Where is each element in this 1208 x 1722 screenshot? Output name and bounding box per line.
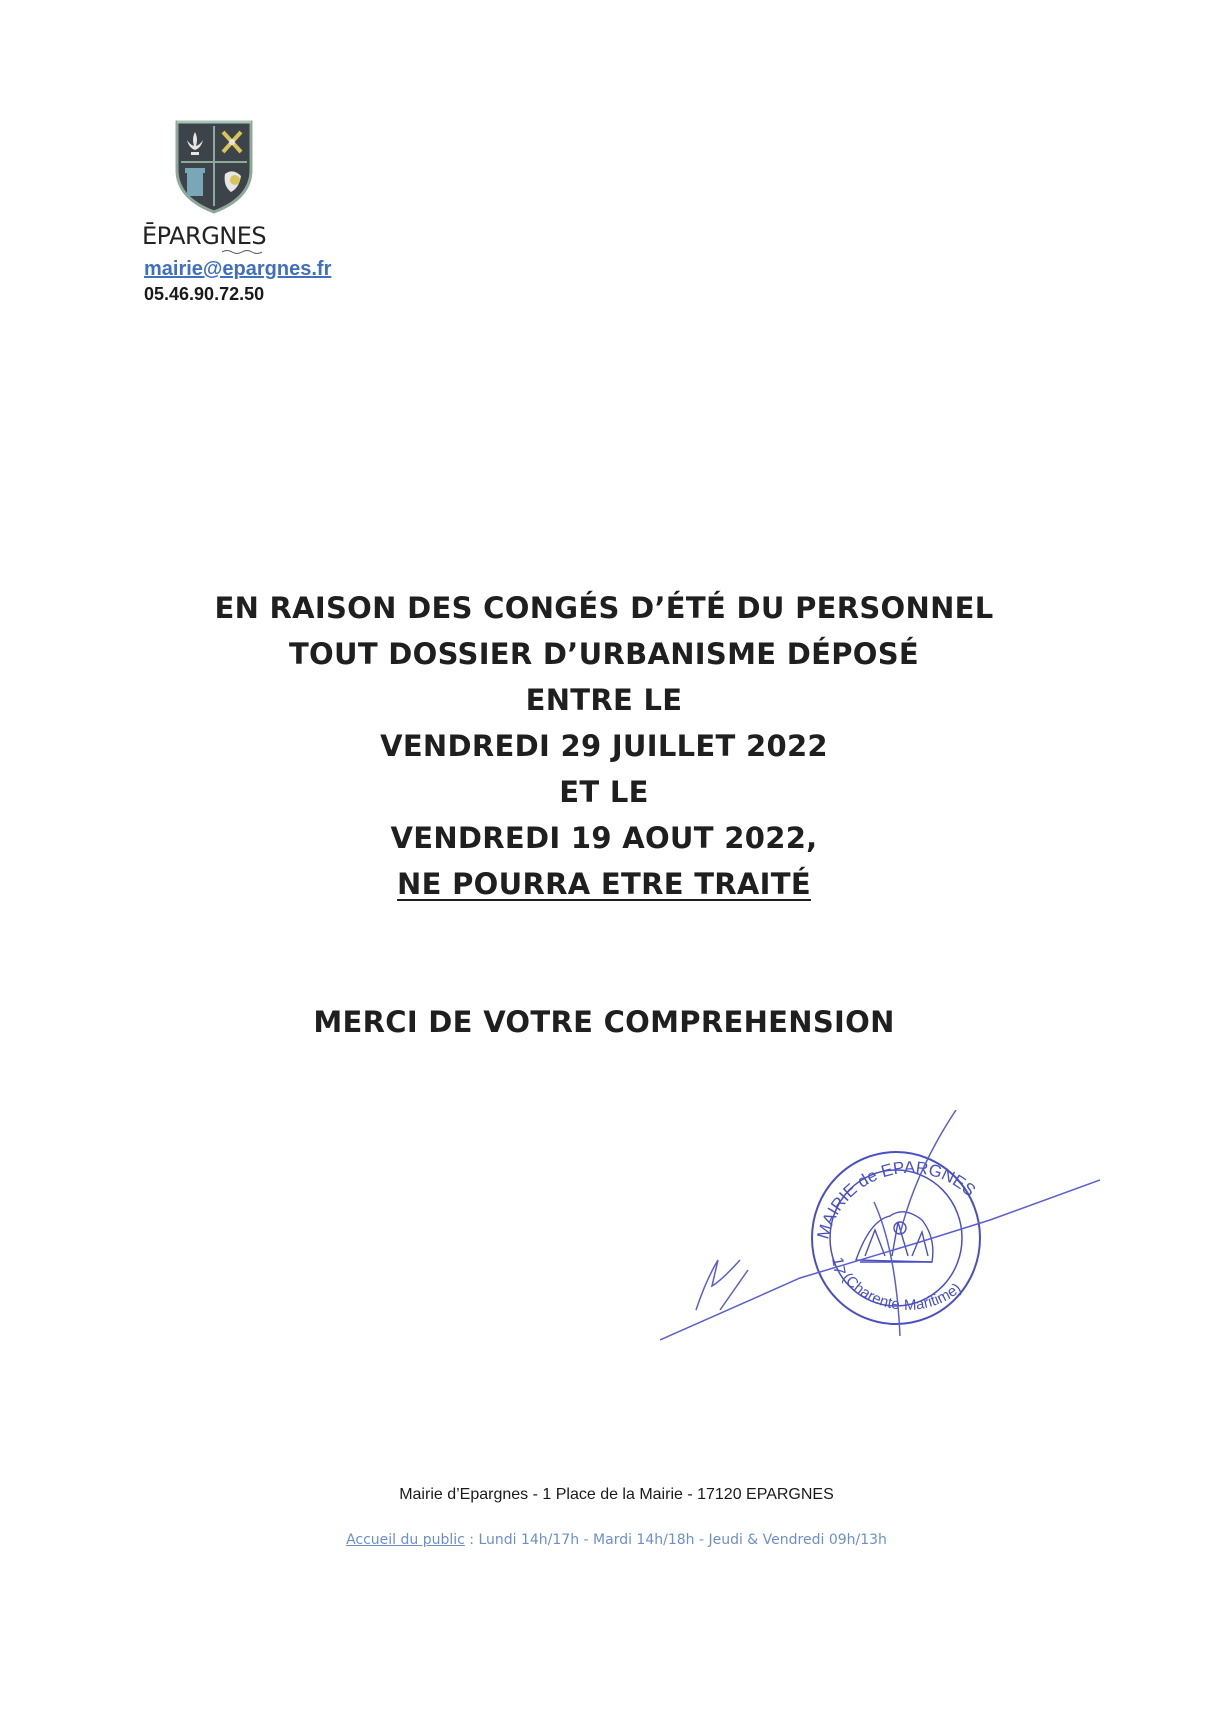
- stamp-top-text: MAIRIE de EPARGNES: [813, 1157, 980, 1242]
- opening-hours-text: : Lundi 14h/17h - Mardi 14h/18h - Jeudi & Vendredi 09h/13h: [464, 1532, 887, 1548]
- footer-address: Mairie d’Epargnes - 1 Place de la Mairie - 17120 EPARGNES: [399, 1486, 834, 1503]
- email-link[interactable]: mairie@epargnes.fr: [144, 258, 332, 280]
- notice-line: TOUT DOSSIER D’URBANISME DÉPOSÉ: [288, 637, 920, 671]
- town-name: ĒPARGNES: [142, 222, 267, 250]
- notice-line: VENDREDI 19 AOUT 2022,: [390, 821, 818, 855]
- stamp-region-text: (Charente-Maritime): [838, 1269, 965, 1314]
- notice-line: ET LE: [559, 775, 649, 809]
- coat-of-arms-icon: [173, 118, 255, 214]
- mairie-script-mark: [222, 249, 262, 255]
- notice-underlined: NE POURRA ETRE TRAITÉ: [397, 867, 811, 901]
- opening-hours-label[interactable]: Accueil du public: [346, 1532, 465, 1548]
- notice-text: [0, 585, 1208, 907]
- notice-line: ENTRE LE: [525, 683, 683, 717]
- phone-number: 05.46.90.72.50: [144, 284, 265, 304]
- footer-opening-hours: [0, 1532, 1208, 1548]
- stamp-emblem: [856, 1212, 933, 1262]
- notice-line-emphasis: [0, 861, 1208, 907]
- official-stamp-signature: [660, 1110, 1100, 1350]
- notice-line: EN RAISON DES CONGÉS D’ÉTÉ DU PERSONNEL: [214, 591, 994, 625]
- notice-line: VENDREDI 29 JUILLET 2022: [380, 729, 828, 763]
- stamp-number: 17: [828, 1255, 848, 1277]
- thanks-text: MERCI DE VOTRE COMPREHENSION: [313, 1005, 895, 1039]
